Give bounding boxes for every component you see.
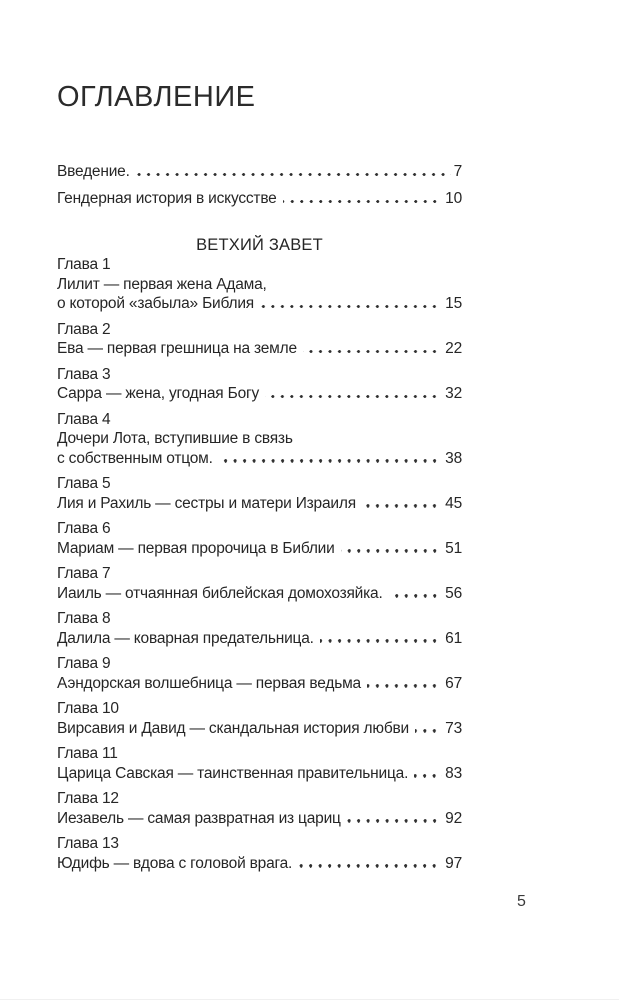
chapter-title: Юдифь — вдова с головой врага. (57, 854, 293, 872)
toc-chapter (57, 255, 462, 314)
toc-entry (57, 189, 462, 209)
chapter-title-row (57, 449, 462, 469)
chapter-title: Аэндорская волшебница — первая ведьма (57, 674, 361, 692)
toc-entry-page: 7 (453, 163, 462, 180)
front-matter-list (57, 162, 462, 209)
chapter-title-line: Лилит — первая жена Адама, (57, 275, 267, 293)
chapter-title: о которой «забыла» Библия (57, 295, 254, 312)
chapter-label: Глава 2 (57, 320, 111, 338)
toc-chapter (57, 365, 462, 404)
section-heading: ВЕТХИЙ ЗАВЕТ (196, 236, 323, 254)
toc-chapter (57, 654, 462, 693)
dot-leader (362, 504, 442, 507)
chapter-title-row (57, 809, 462, 829)
chapter-title-row (57, 629, 462, 649)
chapter-page: 83 (445, 764, 462, 782)
dot-leader (303, 350, 442, 353)
chapter-title: Лия и Рахиль — сестры и матери Израиля (57, 494, 356, 512)
chapter-label: Глава 10 (57, 700, 119, 717)
chapter-title-row (57, 674, 462, 694)
chapter-page: 22 (445, 340, 462, 357)
chapter-title-line: Дочери Лота, вступившие в связь (57, 430, 293, 447)
chapter-title-row (57, 719, 462, 739)
page-number: 5 (517, 893, 526, 910)
dot-leader (265, 395, 442, 398)
chapter-page: 51 (445, 539, 462, 557)
toc-chapter (57, 744, 462, 783)
dot-leader (415, 729, 442, 732)
toc-chapter (57, 320, 462, 359)
toc-entry-page: 10 (445, 190, 462, 207)
dot-leader (389, 594, 443, 597)
chapter-title-row (57, 584, 462, 604)
dot-leader (298, 864, 442, 867)
chapter-page: 38 (445, 449, 462, 467)
chapter-title-row (57, 764, 462, 784)
dot-leader (283, 200, 443, 203)
toc-chapter (57, 410, 462, 469)
chapter-page: 73 (445, 719, 462, 737)
chapter-title-row (57, 854, 462, 874)
toc-chapter (57, 609, 462, 648)
chapter-page: 92 (445, 809, 462, 827)
chapter-page: 15 (445, 295, 462, 312)
chapter-page: 67 (445, 674, 462, 692)
dot-leader (347, 819, 442, 822)
chapter-title: Царица Савская — таинственная правительница. (57, 764, 409, 782)
toc-entry-title: Введение. (57, 163, 130, 180)
toc-chapter (57, 474, 462, 513)
toc-chapter (57, 699, 462, 738)
chapter-page: 45 (445, 494, 462, 512)
dot-leader (219, 459, 442, 462)
toc-chapter (57, 519, 462, 558)
chapter-label: Глава 8 (57, 610, 111, 627)
chapter-label: Глава 9 (57, 655, 111, 672)
dot-leader (260, 305, 442, 308)
chapter-page: 32 (445, 385, 462, 402)
dot-leader (136, 173, 451, 176)
chapter-title: Иаиль — отчаянная библейская домохозяйка. (57, 584, 383, 602)
chapter-label: Глава 5 (57, 475, 111, 492)
chapter-list (57, 255, 462, 873)
dot-leader (341, 549, 443, 552)
dot-leader (367, 684, 442, 687)
chapter-label: Глава 1 (57, 256, 111, 273)
toc-chapter (57, 789, 462, 828)
dot-leader (414, 774, 442, 777)
chapter-title-row (57, 384, 462, 404)
chapter-label: Глава 13 (57, 835, 119, 852)
chapter-title-row (57, 294, 462, 314)
chapter-label: Глава 3 (57, 365, 111, 383)
page-title: ОГЛАВЛЕНИЕ (57, 81, 256, 113)
chapter-page: 61 (445, 629, 462, 647)
chapter-page: 97 (445, 854, 462, 872)
dot-leader (320, 639, 442, 642)
chapter-label: Глава 4 (57, 410, 111, 428)
toc-chapter (57, 834, 462, 873)
chapter-title-row (57, 339, 462, 359)
toc-entry-title: Гендерная история в искусстве (57, 190, 277, 207)
chapter-label: Глава 12 (57, 790, 119, 807)
toc-chapter (57, 564, 462, 603)
toc-content (57, 0, 462, 879)
chapter-title: Сарра — жена, угодная Богу (57, 385, 260, 402)
chapter-title: Вирсавия и Давид — скандальная история любви (57, 719, 409, 737)
chapter-label: Глава 7 (57, 565, 111, 582)
chapter-label: Глава 11 (57, 745, 118, 762)
chapter-label: Глава 6 (57, 520, 111, 537)
chapter-page: 56 (445, 584, 462, 602)
chapter-title: Ева — первая грешница на земле (57, 340, 297, 357)
chapter-title: Далила — коварная предательница. (57, 629, 314, 647)
chapter-title: Иезавель — самая развратная из цариц (57, 809, 341, 827)
chapter-title: с собственным отцом. (57, 449, 213, 467)
chapter-title: Мариам — первая пророчица в Библии (57, 539, 335, 557)
chapter-title-row (57, 494, 462, 514)
chapter-title-row (57, 539, 462, 559)
toc-entry (57, 162, 462, 182)
